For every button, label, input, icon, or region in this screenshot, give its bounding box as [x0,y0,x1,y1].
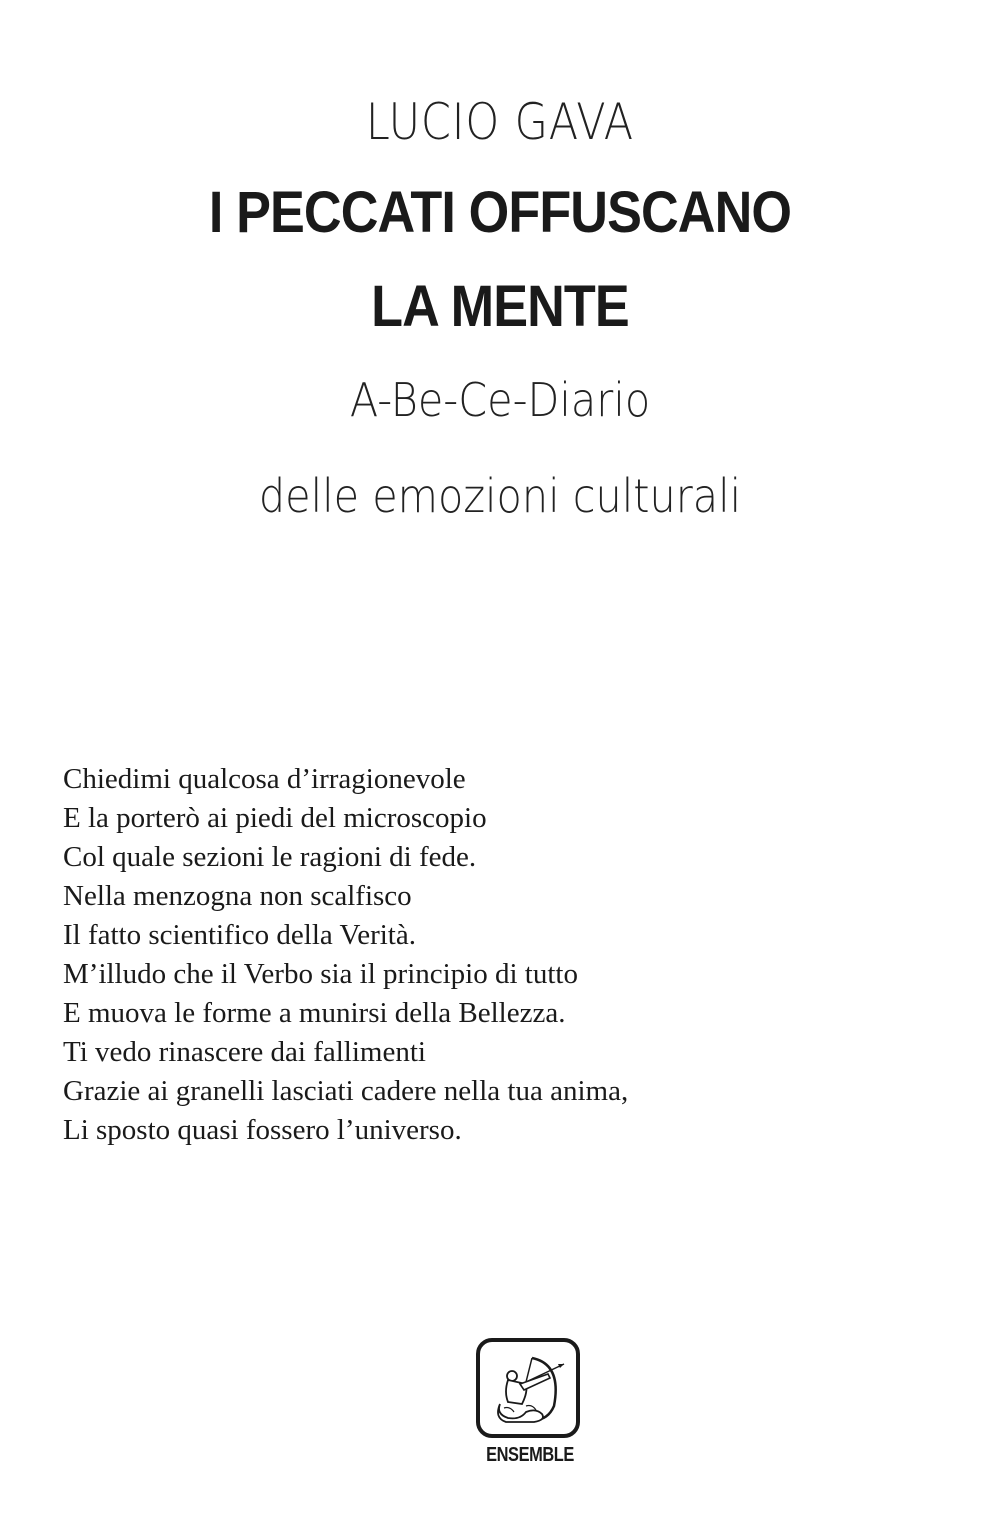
subtitle-line-1: A-Be-Ce-Diario [349,373,651,427]
poem-line: Li sposto quasi fossero l’universo. [63,1114,462,1146]
logo-frame [476,1338,580,1438]
poem-line: Il fatto scientifico della Verità. [63,919,416,951]
subtitle-line-2: delle emozioni culturali [258,469,742,523]
book-title-line-1: I PECCATI OFFUSCANO [208,180,792,245]
poem-line: Chiedimi qualcosa d’irragionevole [63,763,466,795]
poem-line: Col quale sezioni le ragioni di fede. [63,841,477,873]
author-name: LUCIO GAVA [365,93,635,151]
poem-line: Nella menzogna non scalfisco [63,880,412,912]
poem-line: Ti vedo rinascere dai fallimenti [63,1036,426,1068]
poem-line: M’illudo che il Verbo sia il principio di tutto [63,958,578,990]
book-title-line-2: LA MENTE [371,274,629,339]
poem-line: Grazie ai granelli lasciati cadere nella tua anima, [63,1075,629,1107]
poem [63,760,763,1150]
poem-line: E la porterò ai piedi del microscopio [63,802,487,834]
publisher-logo [474,1338,586,1474]
publisher-name: ENSEMBLE [486,1444,574,1466]
poem-line: E muova le forme a munirsi della Bellezza. [63,997,566,1029]
